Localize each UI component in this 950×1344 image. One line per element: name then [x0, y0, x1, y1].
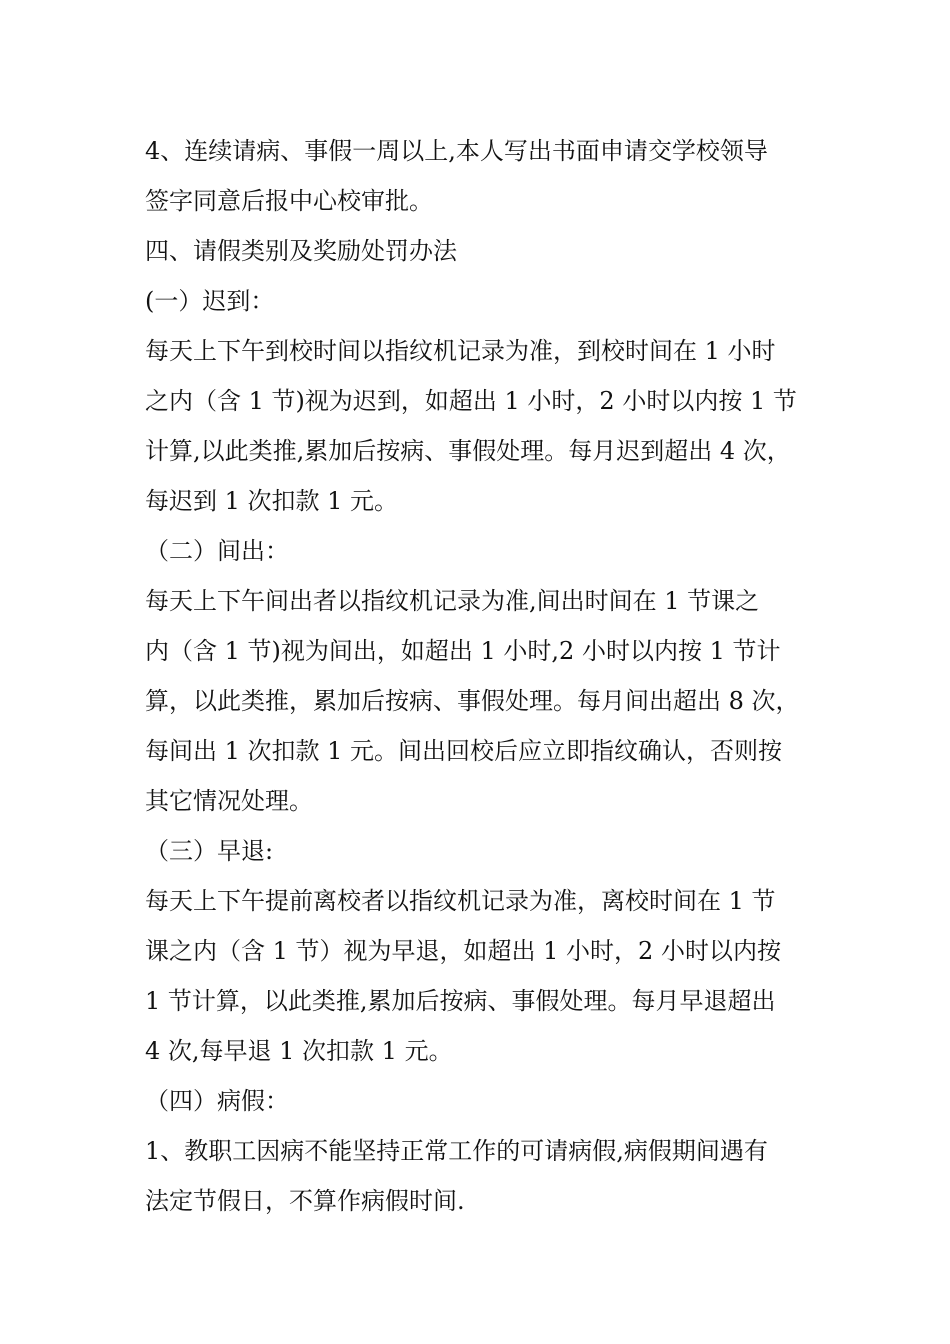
paragraph-line: 签字同意后报中心校审批。	[145, 187, 433, 215]
paragraph-line: 每间出 1 次扣款 1 元。间出回校后应立即指纹确认，否则按	[145, 737, 783, 765]
paragraph-line: 每天上下午到校时间以指纹机记录为准，到校时间在 1 小时	[145, 337, 776, 365]
paragraph-line: 每迟到 1 次扣款 1 元。	[145, 487, 399, 515]
paragraph-line: 1、教职工因病不能坚持正常工作的可请病假,病假期间遇有	[145, 1137, 768, 1165]
subsection-heading-early-leave: （三）早退:	[145, 837, 274, 865]
subsection-heading-leave-midday: （二）间出：	[145, 537, 289, 565]
paragraph-line: 每天上下午间出者以指纹机记录为准,间出时间在 1 节课之	[145, 587, 760, 615]
paragraph-line: 之内（含 1 节)视为迟到，如超出 1 小时，2 小时以内按 1 节	[145, 387, 797, 415]
paragraph-line: 4 次,每早退 1 次扣款 1 元。	[145, 1037, 453, 1065]
paragraph-line: 计算,以此类推,累加后按病、事假处理。每月迟到超出 4 次，	[145, 437, 791, 465]
subsection-heading-late: (一）迟到：	[145, 287, 275, 315]
paragraph-line: 课之内（含 1 节）视为早退，如超出 1 小时，2 小时以内按	[145, 937, 781, 965]
paragraph-line: 内（含 1 节)视为间出，如超出 1 小时,2 小时以内按 1 节计	[145, 637, 781, 665]
section-heading: 四、请假类别及奖励处罚办法	[145, 237, 457, 265]
paragraph-line: 1 节计算，以此类推,累加后按病、事假处理。每月早退超出	[145, 987, 776, 1015]
paragraph-line: 每天上下午提前离校者以指纹机记录为准，离校时间在 1 节	[145, 887, 776, 915]
paragraph-line: 其它情况处理。	[145, 787, 313, 815]
subsection-heading-sick-leave: （四）病假：	[145, 1087, 289, 1115]
document-body	[145, 126, 825, 1226]
paragraph-line: 算，以此类推，累加后按病、事假处理。每月间出超出 8 次，	[145, 687, 800, 715]
paragraph-line: 法定节假日，不算作病假时间.	[145, 1187, 465, 1215]
paragraph-line: 4、连续请病、事假一周以上,本人写出书面申请交学校领导	[145, 137, 768, 165]
